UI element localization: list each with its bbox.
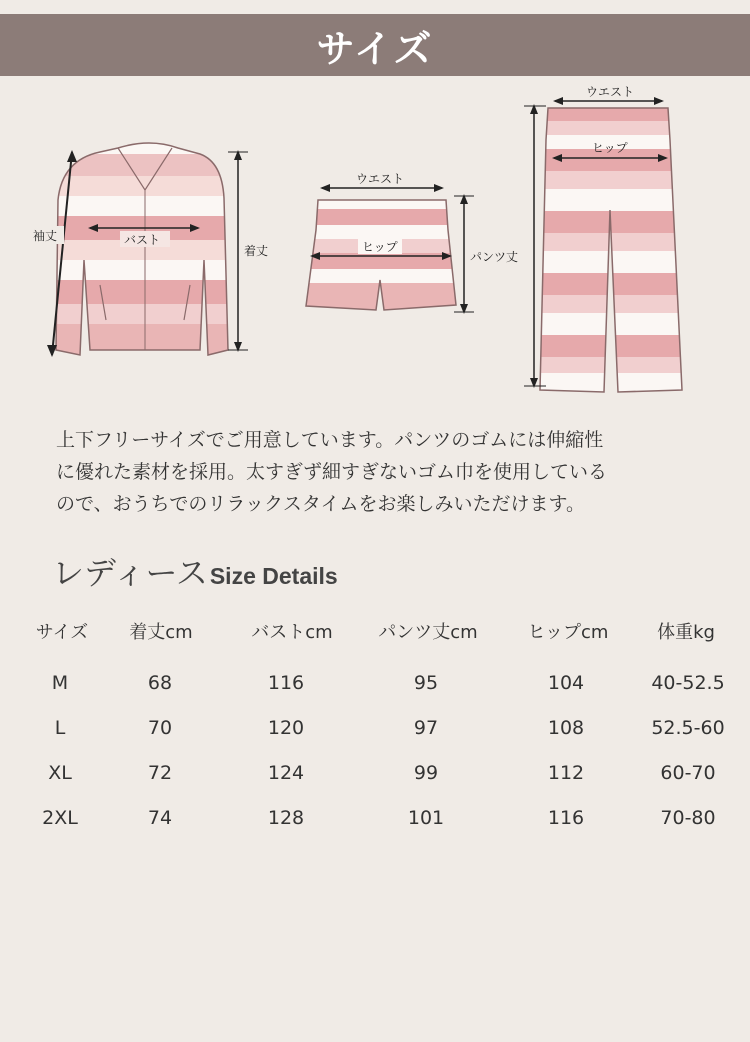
size-table xyxy=(0,608,750,848)
cell-length: 74 xyxy=(147,807,173,829)
sleeve-label: 袖丈 xyxy=(33,229,58,243)
pants-waist-label: ウエスト xyxy=(586,85,635,99)
description-line: ので、おうちでのリラックスタイムをお楽しみいただけます。 xyxy=(56,493,585,515)
cell-pants-length: 99 xyxy=(413,762,439,784)
cell-pants-length: 101 xyxy=(407,807,445,829)
cell-bust: 116 xyxy=(267,672,305,694)
cell-hip: 104 xyxy=(547,672,585,694)
cell-size: M xyxy=(51,672,69,694)
cell-size: 2XL xyxy=(42,807,78,829)
cell-size: XL xyxy=(48,762,72,784)
cell-weight: 70-80 xyxy=(660,807,716,829)
cell-weight: 40-52.5 xyxy=(651,672,725,694)
shorts-hip-label: ヒップ xyxy=(362,240,398,254)
cell-pants-length: 97 xyxy=(413,717,439,739)
size-details-title-jp: レディース xyxy=(52,554,208,592)
description xyxy=(56,424,706,520)
description-line: 上下フリーサイズでご用意しています。パンツのゴムには伸縮性 xyxy=(56,429,604,451)
cell-hip: 112 xyxy=(547,762,585,784)
cell-hip: 116 xyxy=(547,807,585,829)
description-line: に優れた素材を採用。太すぎず細すぎないゴム巾を使用している xyxy=(56,461,608,483)
cell-pants-length: 95 xyxy=(413,672,439,694)
pants-hip-label: ヒップ xyxy=(592,141,628,155)
cell-size: L xyxy=(54,717,66,739)
cell-weight: 52.5-60 xyxy=(651,717,725,739)
table-header-row xyxy=(0,608,750,668)
cell-bust: 124 xyxy=(267,762,305,784)
cell-length: 72 xyxy=(147,762,173,784)
cell-hip: 108 xyxy=(547,717,585,739)
shorts-length-label: パンツ丈 xyxy=(470,250,519,264)
table-row xyxy=(0,713,750,758)
cell-length: 68 xyxy=(147,672,173,694)
size-diagram xyxy=(0,80,750,410)
size-details-heading xyxy=(52,548,338,594)
page-title: サイズ xyxy=(316,26,434,71)
table-row xyxy=(0,668,750,713)
size-details-title-en: Size Details xyxy=(209,563,338,589)
shorts-waist-label: ウエスト xyxy=(356,172,405,186)
header-hip: ヒップcm xyxy=(527,622,609,643)
page-header xyxy=(0,14,750,76)
header-weight: 体重kg xyxy=(657,622,715,643)
table-row xyxy=(0,803,750,848)
table-row xyxy=(0,758,750,803)
cell-weight: 60-70 xyxy=(660,762,716,784)
header-length: 着丈cm xyxy=(129,622,193,643)
cell-length: 70 xyxy=(147,717,173,739)
cell-bust: 120 xyxy=(267,717,305,739)
cell-bust: 128 xyxy=(267,807,305,829)
size-diagram-svg xyxy=(0,80,750,410)
header-size: サイズ xyxy=(35,622,89,643)
bust-label: バスト xyxy=(124,233,161,247)
header-pants-length: パンツ丈cm xyxy=(378,622,478,643)
header-bust: バストcm xyxy=(251,622,333,643)
jacket-length-label: 着丈 xyxy=(244,244,269,258)
